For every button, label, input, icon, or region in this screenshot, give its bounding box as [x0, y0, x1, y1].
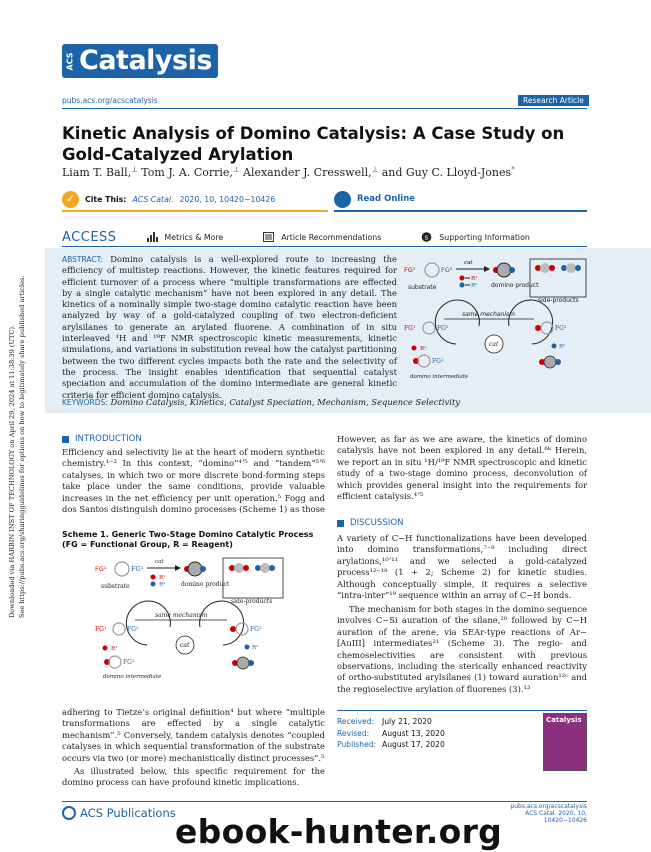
- intro-paragraph-3: As illustrated below, this specific requirement for the domino process can have profound kinetic implications.: [62, 766, 325, 788]
- metrics-link[interactable]: Metrics & More: [147, 232, 224, 242]
- svg-text:R¹: R¹: [420, 346, 427, 352]
- download-notice: [0, 275, 40, 620]
- toc-substrate-ring: [425, 263, 439, 277]
- abstract: [62, 254, 397, 401]
- toc-product-label: domino product: [491, 282, 539, 289]
- svg-text:FG²: FG²: [131, 565, 144, 573]
- cite-this-bar[interactable]: [62, 188, 328, 212]
- author-3[interactable]: Alexander J. Cresswell,⊥: [243, 165, 379, 179]
- svg-text:R²: R²: [471, 283, 478, 289]
- access-label: ACCESS: [62, 229, 117, 245]
- footer-rule: [62, 801, 587, 802]
- svg-text:R²: R²: [159, 582, 166, 588]
- svg-text:side-products: side-products: [231, 598, 273, 605]
- svg-text:FG¹: FG¹: [95, 565, 107, 573]
- svg-text:R²: R²: [252, 645, 259, 651]
- svg-text:R¹: R¹: [111, 646, 118, 652]
- author-4[interactable]: and Guy C. Lloyd-Jones*: [381, 165, 515, 179]
- discussion-paragraph-2: The mechanism for both stages in the domino sequence involves C−Si auration of the silane,²⁰ followed by C−H auration of the arene, via SEAr-type reactions of Ar−[AuIII] intermediates²¹ (Scheme 3). The regio- and chemoselectivities are consistent with previous observations, including the sterically enhanced reactivity of ortho-substituted arylsilanes (1) toward auration¹²ᶜ and the regioselective arylation of fluorenes (3).¹³: [337, 604, 587, 694]
- journal-url[interactable]: pubs.acs.org/acscatalysis: [62, 96, 158, 105]
- toc-graphic: [404, 256, 589, 388]
- list-icon: [263, 232, 274, 242]
- right-paragraph-1: However, as far as we are aware, the kinetics of domino catalysis have not been explored in any detail.⁶ᵏ Herein, we report an in situ ¹H/¹⁹F NMR spectroscopic and kinetic study of a two-stage domino process, deconvolution of which provides general insight into the requirements for efficient catalysis.⁴ʼ⁵: [337, 434, 587, 502]
- journal-logo-text: Catalysis: [77, 44, 218, 78]
- svg-text:domino product: domino product: [181, 581, 230, 588]
- toc-fg2: FG²: [441, 266, 453, 274]
- acs-logo-box: ACS: [62, 44, 77, 78]
- svg-text:R²: R²: [559, 344, 566, 350]
- svg-text:FG²: FG²: [432, 358, 444, 365]
- read-online-button[interactable]: [334, 188, 587, 212]
- discussion-paragraph-1: A variety of C−H functionalizations have been developed into domino transformations,⁷⁻⁹ including direct arylations,¹⁰ʼ¹¹ and we selected a gold-catalyzed process¹²⁻¹⁸ (1 + 2; Scheme 2) for kinetic studies. Although conceptually simple, it requires a selective “intra-inter”¹⁹ sequence within an array of C−H bonds.: [337, 533, 587, 601]
- header-rule: [62, 108, 587, 109]
- toc-substrate-label: substrate: [408, 284, 437, 291]
- svg-text:FG²: FG²: [437, 325, 449, 332]
- access-rule: [62, 246, 587, 247]
- bar-chart-icon: [147, 232, 158, 242]
- acs-publications-logo[interactable]: ACS Publications: [62, 806, 176, 820]
- toc-mech-label: same mechanism: [462, 311, 516, 318]
- article-title: Kinetic Analysis of Domino Catalysis: A Case Study on Gold-Catalyzed Arylation: [62, 124, 565, 164]
- svg-text:FG¹: FG¹: [404, 325, 416, 332]
- access-bar: [62, 228, 587, 246]
- section-square-icon: [337, 520, 344, 527]
- svg-text:FG¹: FG¹: [95, 626, 107, 633]
- check-icon: ✓: [62, 191, 79, 208]
- download-notice-line2: See https://pubs.acs.org/sharingguidelines for options on how to legitimately share published articles.: [18, 275, 26, 618]
- svg-text:FG²: FG²: [250, 626, 262, 633]
- scheme-1-graphic: [95, 555, 295, 680]
- download-notice-line1: Downloaded via HARBIN INST OF TECHNOLOGY on April 29, 2024 at 11:38:39 (UTC).: [8, 324, 16, 618]
- intro-paragraph-1: Efficiency and selectivity lie at the heart of modern synthetic chemistry.¹⁻³ In this context, “domino”⁴ʼ⁵ and “tandem”⁵ʼ⁶ catalyses, in which two or more discrete bond-forming steps take place under the same conditions, provide valuable increases in the net efficiency per unit operation.⁵ Fogg and dos Santos distinguish domino processes (Scheme 1) as those: [62, 447, 325, 515]
- author-2[interactable]: Tom J. A. Corrie,⊥: [141, 165, 240, 179]
- svg-text:s: s: [424, 233, 429, 242]
- discussion-heading: DISCUSSION: [337, 518, 404, 528]
- watermark: ebook-hunter.org: [175, 812, 503, 851]
- abstract-text: Domino catalysis is a well-explored route to increasing the efficiency of multistep reactions. However, the kinetic features required for efficient turnover of a process where “multiple transformations are effected by a single catalytic mechanism” have not been explored in any detail. The kinetics of a nominally simple two-stage domino catalytic reaction have been analyzed by way of a gold-catalyzed coupling of two electron-deficient arylsilanes to generate an arylated fluorene. A combination of in situ interleaved ¹H and ¹⁹F NMR spectroscopic kinetic measurements, kinetic simulations, and variations in substitution reveal how the catalyst partitioning between the two different cycles impacts both the rate and the selectivity of the process. The insight enables identification that sequential catalyst speciation and accumulation of the domino intermediate are general kinetic criteria for efficient domino catalysis.: [62, 254, 397, 400]
- svg-text:FG²: FG²: [127, 626, 139, 633]
- svg-text:same mechanism: same mechanism: [155, 612, 208, 619]
- journal-cover-thumbnail[interactable]: Catalysis: [543, 713, 587, 771]
- toc-side-box: [530, 259, 586, 297]
- publication-dates: Received: July 21, 2020 Revised: August 13, 2020 Published: August 17, 2020: [337, 717, 445, 749]
- journal-logo[interactable]: [62, 44, 218, 78]
- recommendations-link[interactable]: Article Recommendations: [263, 232, 381, 242]
- read-online-label: Read Online: [357, 194, 416, 204]
- info-icon: [421, 232, 432, 242]
- svg-text:R¹: R¹: [471, 276, 478, 282]
- svg-text:cat: cat: [180, 642, 190, 649]
- svg-text:FG²: FG²: [555, 325, 567, 332]
- svg-text:domino intermediate: domino intermediate: [103, 674, 162, 680]
- cite-journal: ACS Catal.: [132, 194, 174, 204]
- abstract-label: ABSTRACT:: [62, 255, 103, 264]
- svg-text:cat: cat: [155, 559, 164, 565]
- toc-cat-center: cat: [489, 341, 499, 348]
- keywords-text: Domino Catalysis, Kinetics, Catalyst Speciation, Mechanism, Sequence Selectivity: [110, 397, 461, 407]
- dates-rule: [337, 710, 587, 711]
- toc-side-label: side-products: [538, 297, 579, 304]
- svg-text:substrate: substrate: [101, 583, 130, 590]
- toc-intermediate-label: domino intermediate: [410, 374, 469, 380]
- cite-ref: 2020, 10, 10420−10426: [179, 194, 276, 204]
- author-list: [62, 165, 587, 179]
- keywords: [62, 397, 587, 407]
- keywords-label: KEYWORDS:: [62, 398, 108, 407]
- supporting-info-link[interactable]: s Supporting Information: [421, 232, 530, 242]
- toc-fg1: FG¹: [404, 266, 416, 274]
- section-square-icon: [62, 436, 69, 443]
- globe-icon: [334, 191, 351, 208]
- toc-cat: cat: [464, 260, 473, 266]
- intro-paragraph-2: adhering to Tietze’s original definition⁴ but where “multiple transformations are effected by a single catalytic mechanism”.⁵ Conversely, tandem catalysis denotes “coupled catalyses in which sequential transformation of the substrate occurs via two (or more) mechanistically distinct processes”.⁵: [62, 707, 325, 763]
- article-type-badge: Research Article: [518, 95, 589, 106]
- acs-logo-icon: [62, 806, 76, 820]
- author-1[interactable]: Liam T. Ball,⊥: [62, 165, 138, 179]
- intro-heading: INTRODUCTION: [62, 434, 142, 444]
- footer-citation: pubs.acs.org/acscatalysis ACS Catal. 2020, 10, 10420−10426: [510, 803, 587, 824]
- svg-text:FG²: FG²: [123, 659, 135, 666]
- svg-text:R¹: R¹: [159, 575, 166, 581]
- cite-label: Cite This:: [85, 194, 127, 204]
- scheme-caption: Scheme 1. Generic Two-Stage Domino Catalytic Process (FG = Functional Group, R = Reagent): [62, 530, 314, 549]
